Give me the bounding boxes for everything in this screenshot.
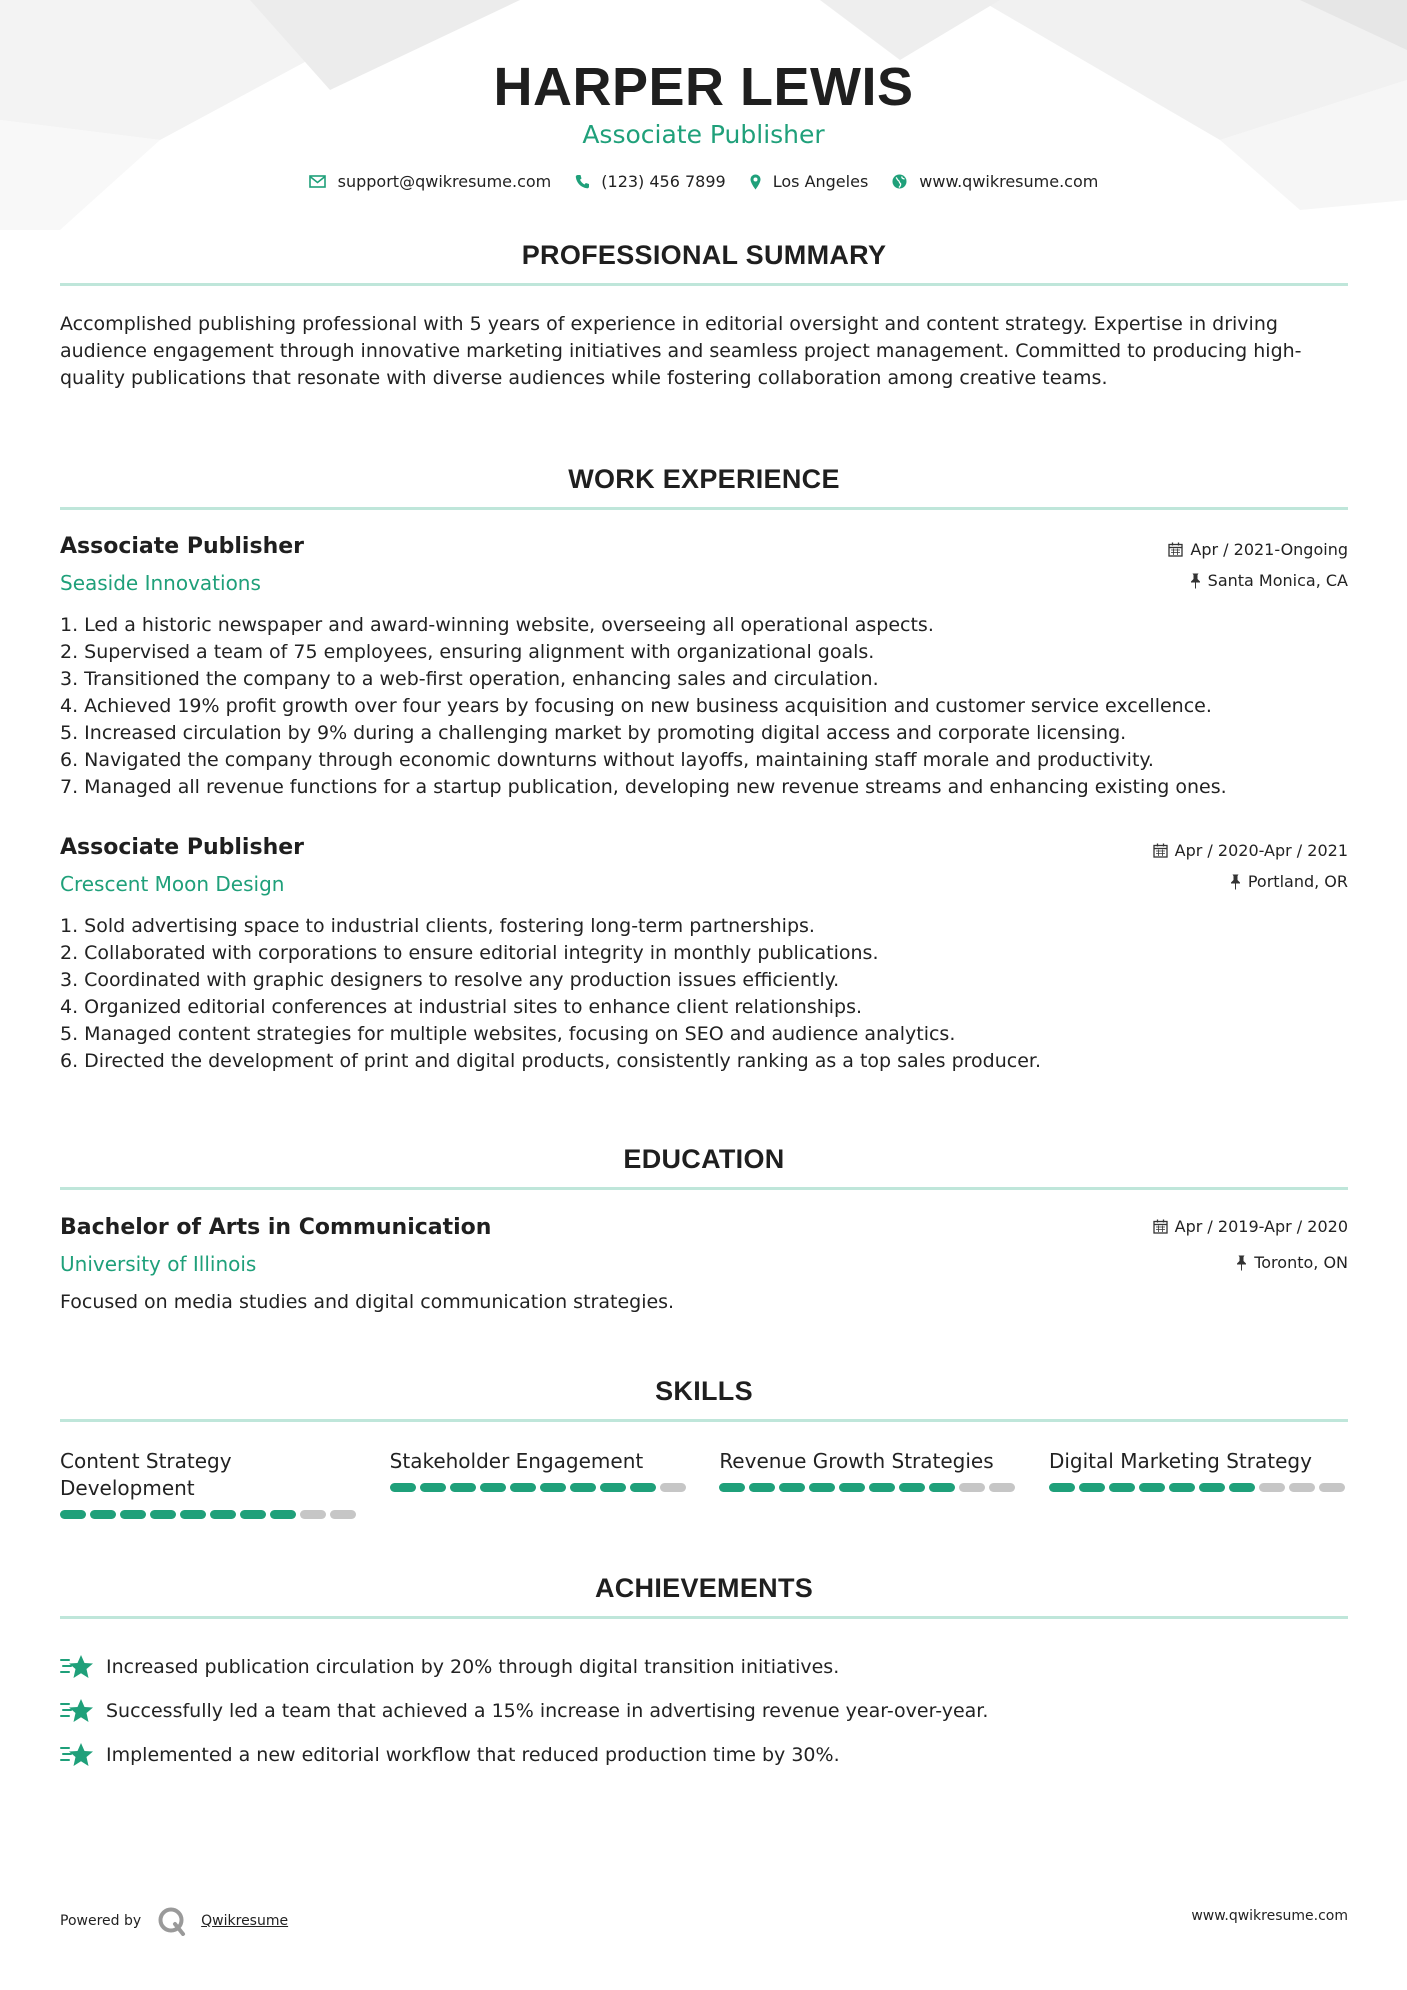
contact-phone-text: (123) 456 7899	[601, 172, 726, 191]
list-item: 6. Navigated the company through economic downturns without layoffs, maintaining staff morale and productivity.	[60, 749, 1154, 771]
section-divider	[60, 283, 1348, 286]
experience-heading: WORK EXPERIENCE	[568, 464, 840, 494]
pushpin-icon	[1190, 573, 1201, 589]
job-bullets	[60, 913, 1041, 1075]
achievement-text: Successfully led a team that achieved a 15% increase in advertising revenue year-over-year.	[106, 1700, 989, 1722]
experience-section	[60, 464, 1348, 510]
powered-by	[60, 1906, 288, 1936]
section-divider	[60, 1419, 1348, 1422]
list-item: 7. Managed all revenue functions for a startup publication, developing new revenue streams and enhancing existing ones.	[60, 776, 1227, 798]
skills-heading: SKILLS	[655, 1376, 753, 1406]
skill-item	[719, 1448, 1018, 1519]
achievements-list	[60, 1645, 1348, 1777]
star-icon	[60, 1742, 96, 1768]
skill-name: Digital Marketing Strategy	[1048, 1449, 1312, 1473]
qwikresume-link[interactable]: Qwikresume	[201, 1913, 289, 1929]
skill-level-bar	[1049, 1483, 1348, 1492]
list-item: 5. Increased circulation by 9% during a challenging market by promoting digital access and corporate licensing.	[60, 722, 1127, 744]
skill-segment-filled	[150, 1510, 176, 1519]
education-heading: EDUCATION	[623, 1144, 785, 1174]
job-company: Seaside Innovations	[60, 571, 261, 595]
skill-name: Stakeholder Engagement	[389, 1449, 644, 1473]
skill-segment-empty	[330, 1510, 356, 1519]
list-item: 3. Coordinated with graphic designers to resolve any production issues efficiently.	[60, 969, 840, 991]
skills-grid	[60, 1448, 1348, 1519]
list-item: 5. Managed content strategies for multiple websites, focusing on SEO and audience analytics.	[60, 1023, 956, 1045]
star-icon	[60, 1698, 96, 1724]
skill-segment-filled	[749, 1483, 775, 1492]
contact-website[interactable]	[892, 172, 1098, 191]
job-date	[1168, 540, 1348, 559]
job-date-text: Apr / 2020-Apr / 2021	[1174, 841, 1348, 860]
education-date-text: Apr / 2019-Apr / 2020	[1174, 1217, 1348, 1236]
job-title: Associate Publisher	[60, 835, 304, 860]
star-icon	[60, 1654, 96, 1680]
job-location	[1230, 872, 1348, 891]
skill-item	[60, 1448, 359, 1519]
calendar-icon	[1168, 542, 1183, 557]
achievement-text: Implemented a new editorial workflow that reduced production time by 30%.	[106, 1744, 840, 1766]
contact-email-text: support@qwikresume.com	[337, 172, 552, 191]
skill-segment-filled	[90, 1510, 116, 1519]
skill-segment-filled	[210, 1510, 236, 1519]
achievement-item	[60, 1733, 1348, 1777]
skill-segment-filled	[1169, 1483, 1195, 1492]
list-item: 4. Organized editorial conferences at industrial sites to enhance client relationships.	[60, 996, 863, 1018]
skill-segment-empty	[959, 1483, 985, 1492]
skill-segment-filled	[839, 1483, 865, 1492]
degree-title: Bachelor of Arts in Communication	[60, 1215, 492, 1240]
skill-segment-filled	[630, 1483, 656, 1492]
pushpin-icon	[1236, 1255, 1247, 1271]
skill-segment-filled	[450, 1483, 476, 1492]
skill-segment-empty	[1259, 1483, 1285, 1492]
job-entry	[60, 835, 1348, 1085]
skill-level-bar	[719, 1483, 1018, 1492]
skill-segment-filled	[480, 1483, 506, 1492]
education-entry	[60, 1215, 1348, 1325]
achievement-text: Increased publication circulation by 20% through digital transition initiatives.	[106, 1656, 840, 1678]
education-section	[60, 1144, 1348, 1190]
skill-segment-filled	[779, 1483, 805, 1492]
job-date-text: Apr / 2021-Ongoing	[1190, 540, 1348, 559]
list-item: 2. Collaborated with corporations to ensure editorial integrity in monthly publications.	[60, 942, 879, 964]
skill-segment-filled	[869, 1483, 895, 1492]
skill-segment-filled	[1199, 1483, 1225, 1492]
contact-website-text: www.qwikresume.com	[919, 172, 1099, 191]
education-description: Focused on media studies and digital communication strategies.	[60, 1291, 675, 1313]
school-name: University of Illinois	[60, 1252, 257, 1276]
contact-location	[750, 172, 869, 191]
candidate-name: HARPER LEWIS	[493, 57, 914, 117]
list-item: 1. Sold advertising space to industrial clients, fostering long-term partnerships.	[60, 915, 815, 937]
job-location	[1190, 571, 1348, 590]
job-bullets	[60, 612, 1227, 801]
skill-level-bar	[60, 1510, 359, 1519]
pushpin-icon	[1230, 874, 1241, 890]
skill-name: Revenue Growth Strategies	[719, 1449, 994, 1473]
skill-segment-filled	[1109, 1483, 1135, 1492]
skill-segment-filled	[180, 1510, 206, 1519]
contact-email[interactable]	[309, 172, 552, 191]
list-item: 6. Directed the development of print and digital products, consistently ranking as a top sales producer.	[60, 1050, 1042, 1072]
skill-segment-filled	[899, 1483, 925, 1492]
summary-text: Accomplished publishing professional with 5 years of experience in editorial oversight and content strategy. Expertise in driving audience engagement through innovative marketing initiatives and seamless project management. Committed to producing high-quality publications that resonate with diverse audiences while fostering collaboration among creative teams.	[60, 313, 1302, 389]
envelope-icon	[309, 175, 326, 188]
skill-segment-empty	[660, 1483, 686, 1492]
achievement-item	[60, 1645, 1348, 1689]
skills-section	[60, 1376, 1348, 1422]
skill-item	[1049, 1448, 1348, 1519]
contact-bar	[0, 172, 1407, 191]
skill-segment-empty	[300, 1510, 326, 1519]
section-divider	[60, 1616, 1348, 1619]
candidate-role: Associate Publisher	[582, 120, 825, 149]
skill-segment-filled	[809, 1483, 835, 1492]
achievements-heading: ACHIEVEMENTS	[594, 1573, 814, 1603]
skill-segment-filled	[120, 1510, 146, 1519]
skill-segment-filled	[540, 1483, 566, 1492]
job-entry	[60, 534, 1348, 804]
skill-segment-filled	[929, 1483, 955, 1492]
skill-segment-empty	[1319, 1483, 1345, 1492]
list-item: 1. Led a historic newspaper and award-winning website, overseeing all operational aspects.	[60, 614, 934, 636]
footer	[60, 1896, 1348, 1936]
education-date	[1153, 1217, 1348, 1236]
job-title: Associate Publisher	[60, 534, 304, 559]
job-location-text: Portland, OR	[1247, 872, 1348, 891]
skill-segment-filled	[1229, 1483, 1255, 1492]
section-divider	[60, 1187, 1348, 1190]
skill-segment-empty	[989, 1483, 1015, 1492]
summary-heading: PROFESSIONAL SUMMARY	[521, 240, 887, 270]
skill-level-bar	[390, 1483, 689, 1492]
phone-icon	[575, 174, 589, 189]
skill-name: Content Strategy Development	[60, 1449, 232, 1500]
calendar-icon	[1153, 843, 1168, 858]
skill-segment-filled	[719, 1483, 745, 1492]
skill-segment-filled	[270, 1510, 296, 1519]
skill-segment-empty	[1289, 1483, 1315, 1492]
qwikresume-logo-icon	[157, 1906, 187, 1936]
skill-segment-filled	[1049, 1483, 1075, 1492]
education-location	[1236, 1253, 1348, 1272]
list-item: 3. Transitioned the company to a web-first operation, enhancing sales and circulation.	[60, 668, 879, 690]
achievement-item	[60, 1689, 1348, 1733]
list-item: 2. Supervised a team of 75 employees, ensuring alignment with organizational goals.	[60, 641, 875, 663]
contact-phone[interactable]	[575, 172, 725, 191]
globe-icon	[892, 174, 907, 189]
list-item: 4. Achieved 19% profit growth over four years by focusing on new business acquisition and customer service excellence.	[60, 695, 1212, 717]
skill-segment-filled	[240, 1510, 266, 1519]
skill-segment-filled	[60, 1510, 86, 1519]
job-company: Crescent Moon Design	[60, 872, 285, 896]
job-location-text: Santa Monica, CA	[1207, 571, 1348, 590]
skill-item	[390, 1448, 689, 1519]
skill-segment-filled	[420, 1483, 446, 1492]
skill-segment-filled	[600, 1483, 626, 1492]
calendar-icon	[1153, 1219, 1168, 1234]
skill-segment-filled	[570, 1483, 596, 1492]
map-pin-icon	[750, 174, 761, 190]
skill-segment-filled	[1139, 1483, 1165, 1492]
skill-segment-filled	[1079, 1483, 1105, 1492]
section-divider	[60, 507, 1348, 510]
education-location-text: Toronto, ON	[1254, 1253, 1348, 1272]
powered-by-label: Powered by	[60, 1913, 142, 1929]
contact-location-text: Los Angeles	[772, 172, 869, 191]
footer-website-link[interactable]: www.qwikresume.com	[1191, 1908, 1348, 1924]
job-date	[1153, 841, 1348, 860]
skill-segment-filled	[510, 1483, 536, 1492]
summary-section	[60, 240, 1348, 392]
achievements-section	[60, 1573, 1348, 1619]
skill-segment-filled	[390, 1483, 416, 1492]
